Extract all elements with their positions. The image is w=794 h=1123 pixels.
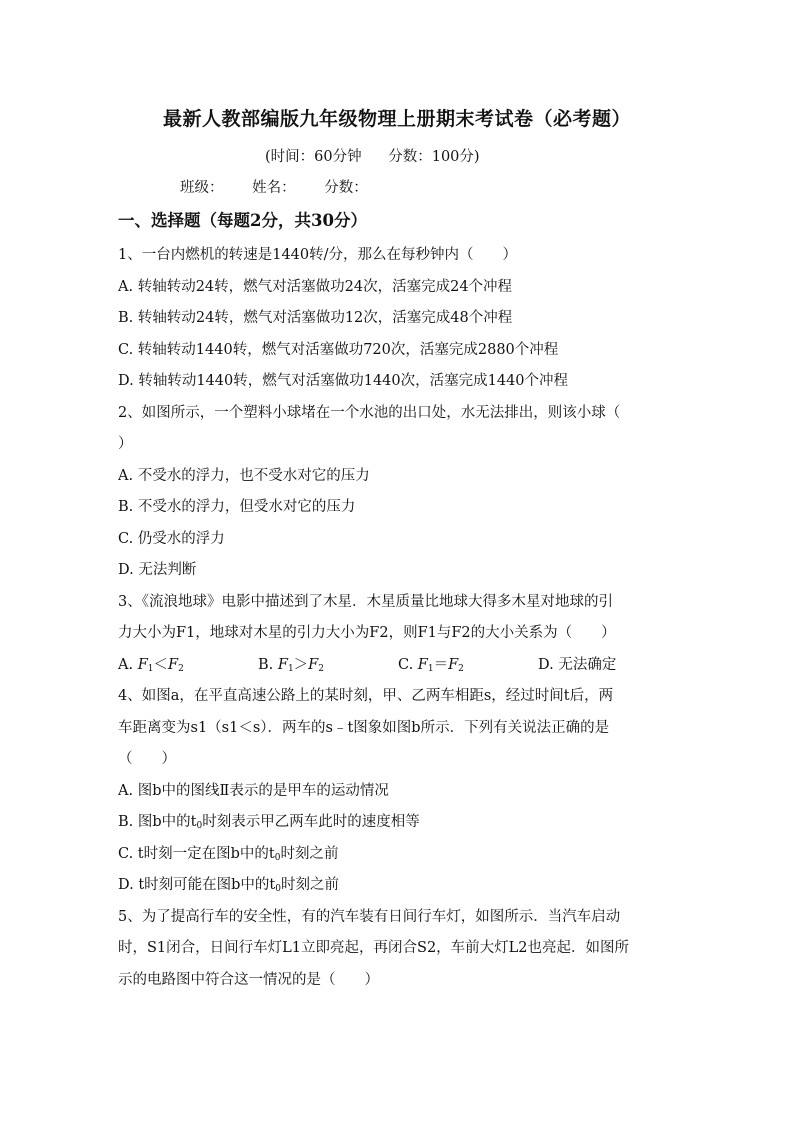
question-2-option-d: D. 无法判断: [118, 562, 197, 578]
total-score: 分数：100分): [388, 149, 480, 165]
question-4-stem-cont: 车距离变为s1（s1＜s）．两车的s﹣t图象如图b所示．下列有关说法正确的是: [118, 719, 610, 736]
question-2-stem-cont: ）: [118, 436, 133, 452]
question-list: [118, 206, 682, 996]
question-2-option-b: B. 不受水的浮力，但受水对它的压力: [118, 499, 356, 515]
question-2-option-a: A. 不受水的浮力，也不受水对它的压力: [118, 467, 370, 484]
question-1-option-c: C. 转轴转动1440转，燃气对活塞做功720次，活塞完成2880个冲程: [118, 341, 559, 358]
class-label: 班级：: [180, 180, 224, 196]
section-heading: 一、选择题（每题2分，共30分）: [118, 211, 367, 230]
question-5-stem-cont2: 示的电路图中符合这一情况的是（ ）: [118, 971, 379, 988]
exam-meta: [265, 145, 480, 166]
question-3-option-a: A. $F_1<F_2$: [118, 656, 184, 674]
question-4-stem-cont2: （ ）: [118, 751, 176, 767]
question-4-option-d: D. t时刻可能在图b中的$t_0$时刻之前: [118, 877, 339, 894]
question-3-option-c: C. $F_1=F_2$: [398, 656, 464, 674]
points-label: 分数：: [324, 180, 368, 196]
question-5-stem: 5、为了提高行车的安全性，有的汽车装有日间行车灯，如图所示．当汽车启动: [118, 908, 621, 925]
question-3-option-d: D. 无法确定: [538, 656, 617, 673]
question-4-option-c: C. t时刻一定在图b中的$t_0$时刻之前: [118, 845, 339, 863]
question-4-option-a: A. 图b中的图线Ⅱ表示的是甲车的运动情况: [118, 782, 389, 799]
question-5-stem-cont: 时，S1闭合，日间行车灯L1立即亮起，再闭合S2，车前大灯L2也亮起．如图所: [118, 940, 630, 956]
page-title: 最新人教部编版九年级物理上册期末考试卷（必考题）: [162, 108, 631, 130]
question-1-stem: 1、一台内燃机的转速是1440转/分，那么在每秒钟内（ ）: [118, 247, 518, 263]
student-info: [180, 176, 392, 197]
question-2-option-c: C. 仍受水的浮力: [118, 530, 225, 547]
question-1-option-b: B. 转轴转动24转，燃气对活塞做功12次，活塞完成48个冲程: [118, 310, 513, 326]
question-2-stem: 2、如图所示，一个塑料小球堵在一个水池的出口处，水无法排出，则该小球（: [118, 404, 621, 421]
question-3-option-b: B. $F_1>F_2$: [258, 656, 324, 674]
time-limit: (时间：60分钟: [265, 149, 362, 165]
name-label: 姓名：: [252, 180, 296, 196]
question-1-option-d: D. 转轴转动1440转，燃气对活塞做功1440次，活塞完成1440个冲程: [118, 373, 569, 389]
question-4-option-b: B. 图b中的$t_0$时刻表示甲乙两车此时的速度相等: [118, 814, 420, 831]
question-3-stem: 3、《流浪地球》电影中描述到了木星．木星质量比地球大得多木星对地球的引: [118, 593, 613, 610]
question-3-options: [118, 650, 682, 682]
question-1-option-a: A. 转轴转动24转，燃气对活塞做功24次，活塞完成24个冲程: [118, 278, 513, 295]
question-4-stem: 4、如图a，在平直高速公路上的某时刻，甲、乙两车相距s，经过时间t后，两: [118, 688, 614, 704]
question-3-stem-cont: 力大小为F1，地球对木星的引力大小为F2，则F1与F2的大小关系为（ ）: [118, 625, 616, 641]
